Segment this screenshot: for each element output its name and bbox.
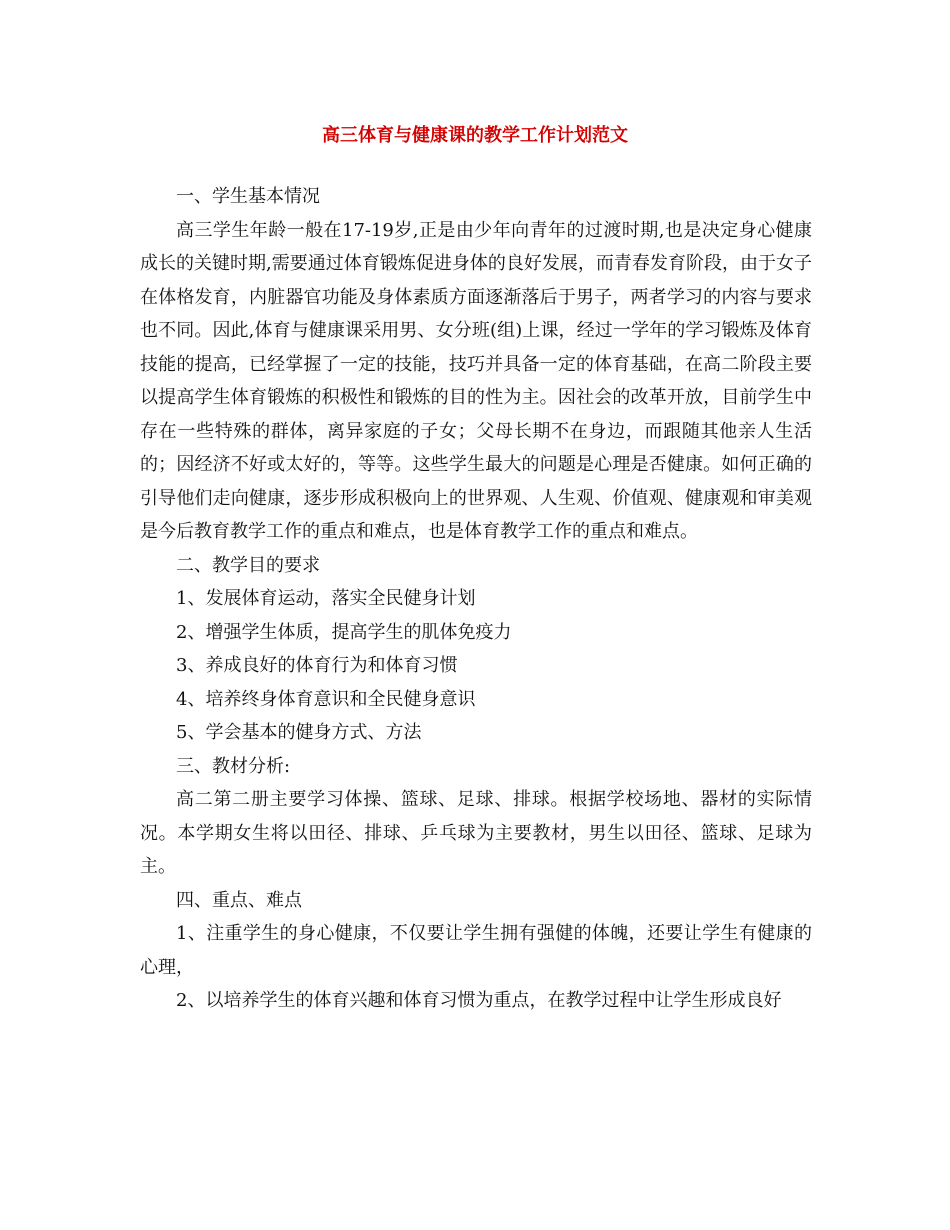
section-heading-2: 二、教学目的要求 [176,554,320,576]
list-item-focus-1: 1、注重学生的身心健康，不仅要让学生拥有强健的体魄，还要让学生有健康的心理， [140,923,812,978]
section-heading-1: 一、学生基本情况 [176,186,320,207]
paragraph-materials: 高二第二册主要学习体操、篮球、足球、排球。根据学校场地、器材的实际情况。本学期女生将以田径、排球、乒乓球为主要教材，男生以田径、篮球、足球为主。 [140,789,812,877]
list-item-focus-2: 2、以培养学生的体育兴趣和体育习惯为重点，在教学过程中让学生形成良好 [176,990,782,1011]
list-item-goal-5: 5、学会基本的健身方式、方法 [176,722,422,743]
list-item-goal-2: 2、增强学生体质，提高学生的肌体免疫力 [176,621,512,643]
paragraph-student-situation: 高三学生年龄一般在17-19岁,正是由少年向青年的过渡时期,也是决定身心健康成长的关键时期,需要通过体育锻炼促进身体的良好发展，而青春发育阶段，由于女子在体格发育，内脏器官功能及身体素质方面逐渐落后于男子，两者学习的内容与要求也不同。因此,体育与健康课采用男、女分班(组)上课，经过一学年的学习锻炼及体育技能的提高，已经掌握了一定的技能，技巧并具备一定的体育基础，在高二阶段主要以提高学生体育锻炼的积极性和锻炼的目的性为主。因社会的改革开放，目前学生中存在一些特殊的群体，离异家庭的子女；父母长期不在身边，而跟随其他亲人生活的；因经济不好或太好的，等等。这些学生最大的问题是心理是否健康。如何正确的引导他们走向健康，逐步形成积极向上的世界观、人生观、价值观、健康观和审美观是今后教育教学工作的重点和难点，也是体育教学工作的重点和难点。 [140,219,812,542]
list-item-goal-3: 3、养成良好的体育行为和体育习惯 [176,655,458,676]
section-heading-3: 三、教材分析: [176,755,291,777]
document-body [140,180,812,1018]
document-title: 高三体育与健康课的教学工作计划范文 [322,125,628,146]
section-heading-4: 四、重点、难点 [176,889,302,911]
list-item-goal-1: 1、发展体育运动，落实全民健身计划 [176,588,476,609]
list-item-goal-4: 4、培养终身体育意识和全民健身意识 [176,688,476,710]
